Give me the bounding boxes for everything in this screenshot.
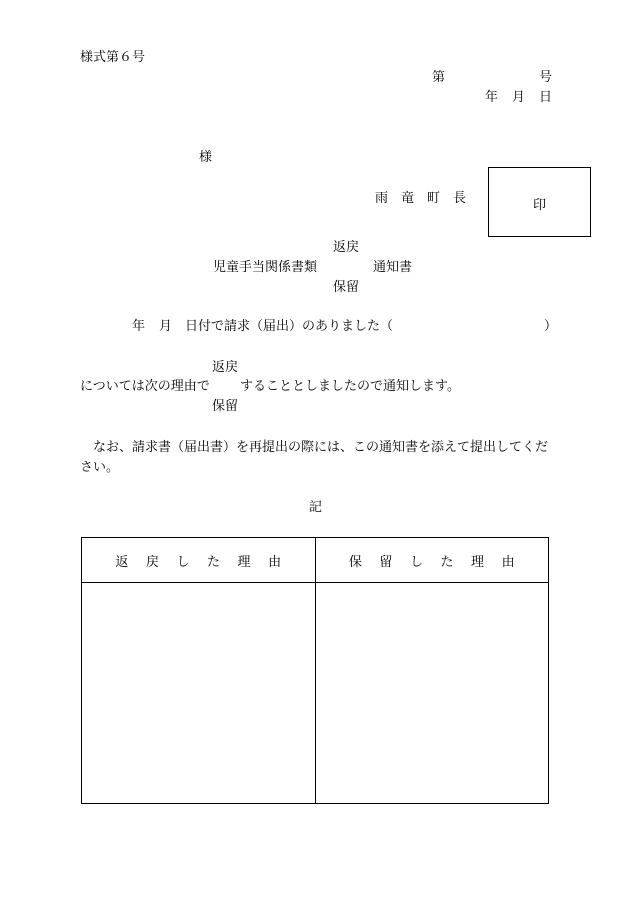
number-suffix: 号 <box>539 70 553 85</box>
ki-heading: 記 <box>309 500 323 515</box>
request-month: 月 <box>159 319 173 334</box>
issuer-name: 雨 竜 町 長 <box>375 191 467 206</box>
date-day: 日 <box>539 90 553 105</box>
reason-option-hold: 保留 <box>212 399 239 414</box>
request-text: 日付で請求（届出）のありました（ <box>185 319 394 334</box>
reason-option-return: 返戻 <box>212 360 239 375</box>
hold-reason-cell[interactable] <box>315 583 549 804</box>
reasons-table <box>81 537 549 804</box>
seal-box <box>488 167 591 237</box>
title-option-return: 返戻 <box>333 240 360 255</box>
column-header-hold <box>315 538 549 583</box>
reason-text-after: することとしましたので通知します。 <box>240 379 460 394</box>
request-close-paren: ） <box>544 319 558 334</box>
title-main: 児童手当関係書類 <box>213 260 318 275</box>
column-label-return: 返戻した理由 <box>115 554 299 570</box>
title-option-hold: 保留 <box>333 280 360 295</box>
notice-paragraph: なお、請求書（届出書）を再提出の際には、この通知書を添えて提出してください。 <box>80 440 549 475</box>
date-month: 月 <box>512 90 526 105</box>
addressee-suffix: 様 <box>199 150 213 165</box>
column-label-hold: 保留した理由 <box>348 554 533 570</box>
column-header-return <box>82 538 316 583</box>
date-year: 年 <box>485 90 499 105</box>
form-number: 様式第６号 <box>80 50 146 65</box>
number-prefix: 第 <box>432 70 446 85</box>
seal-label: 印 <box>532 198 546 213</box>
title-suffix: 通知書 <box>373 260 413 275</box>
return-reason-cell[interactable] <box>82 583 316 804</box>
reason-text-before: については次の理由で <box>80 379 210 394</box>
request-year: 年 <box>132 319 146 334</box>
